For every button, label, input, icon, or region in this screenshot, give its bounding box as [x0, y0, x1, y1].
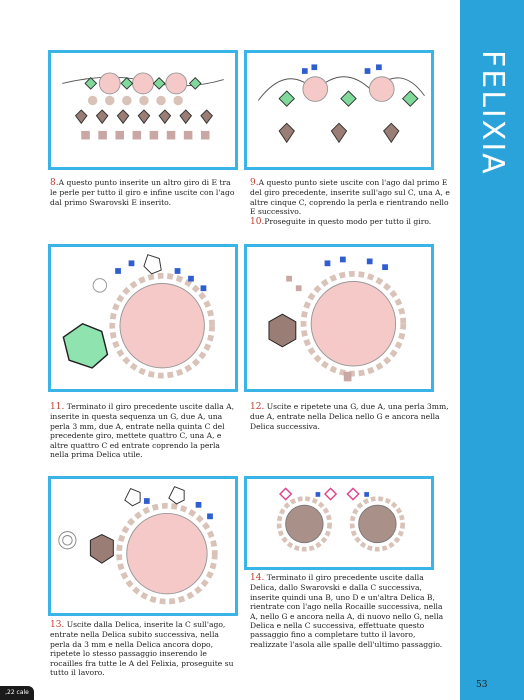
- pattern-title: FELIXIA: [475, 50, 510, 176]
- step-11-number: 11.: [50, 402, 65, 412]
- illustration-step-11: [48, 244, 238, 392]
- step-10-text: Proseguite in questo modo per tutto il giro.: [264, 216, 432, 226]
- step-14-diagram: [247, 479, 431, 567]
- step-13-text: Uscite dalla Delica, inserite la C sull'ago, entrate nella Delica subito successiva, nella perla da 3 mm e nella Delica ancora dopo, ripetete lo stesso passaggio inserendo le rocailles fra tutte le A del Felixia, proseguite su tutto il lavoro.: [50, 620, 234, 678]
- step-10-number: 10.: [250, 216, 265, 227]
- step-9-text: A questo punto siete uscite con l'ago dal primo E del giro precedente, inserite sull'ago sul C, una A, e altre cinque C, coprendo la perla e rientrando nello E successivo.: [250, 178, 450, 217]
- step-12-text: Uscite e ripetete una G, due A, una perla 3mm, due A, entrate nella Delica nello G e ancora nella Delica successiva.: [250, 402, 449, 431]
- corner-badge: ,22 cale: [0, 686, 34, 700]
- illustration-step-12: [244, 244, 434, 392]
- step-9-caption: [250, 178, 450, 227]
- step-13-number: 13.: [50, 620, 65, 630]
- step-11-diagram: [51, 247, 235, 389]
- illustration-step-14: [244, 476, 434, 570]
- step-12-caption: [250, 402, 450, 431]
- sidebar-band: [460, 0, 524, 700]
- step-11-text: Terminato il giro precedente uscite dalla A, inserite in questa sequenza un G, due A, una perla 3 mm, due A, entrate nella quinta C del precedente giro, mettete quattro C, una A, e altre quattro C ed entrate coprendo la perla nella prima Delica utile.: [50, 402, 235, 460]
- step-8-diagram: [51, 53, 235, 167]
- step-13-caption: [50, 620, 236, 677]
- illustration-step-8: [48, 50, 238, 170]
- step-9-diagram: [247, 53, 431, 167]
- step-13-diagram: [51, 479, 235, 613]
- page-number: 53: [476, 680, 488, 690]
- step-9-number: 9.: [250, 178, 259, 188]
- illustration-step-9: [244, 50, 434, 170]
- step-14-number: 14.: [250, 573, 265, 583]
- step-8-number: 8.: [50, 178, 59, 188]
- step-8-text: A questo punto inserite un altro giro di E tra le perle per tutto il giro e infine uscite con l'ago dal primo Swarovski E inserito.: [50, 178, 235, 207]
- illustration-step-13: [48, 476, 238, 616]
- step-14-text: Terminato il giro precedente uscite dalla Delica, dallo Swarovski e dalla C successiva, inserite quindi una B, uno D e un'altra Delica B, rientrate con l'ago nella Rocaille successiva, nella A, nello G e ancora nella A, di nuovo nello G, nella Delica e nella C successiva, effettuate questo passaggio fino a completare tutto il lavoro, realizzate l'asola alle spalle dell'ultimo passaggio.: [250, 573, 444, 649]
- step-12-number: 12.: [250, 402, 265, 412]
- step-8-caption: [50, 178, 236, 207]
- step-14-caption: [250, 573, 450, 649]
- step-11-caption: [50, 402, 236, 459]
- step-12-diagram: [247, 247, 431, 389]
